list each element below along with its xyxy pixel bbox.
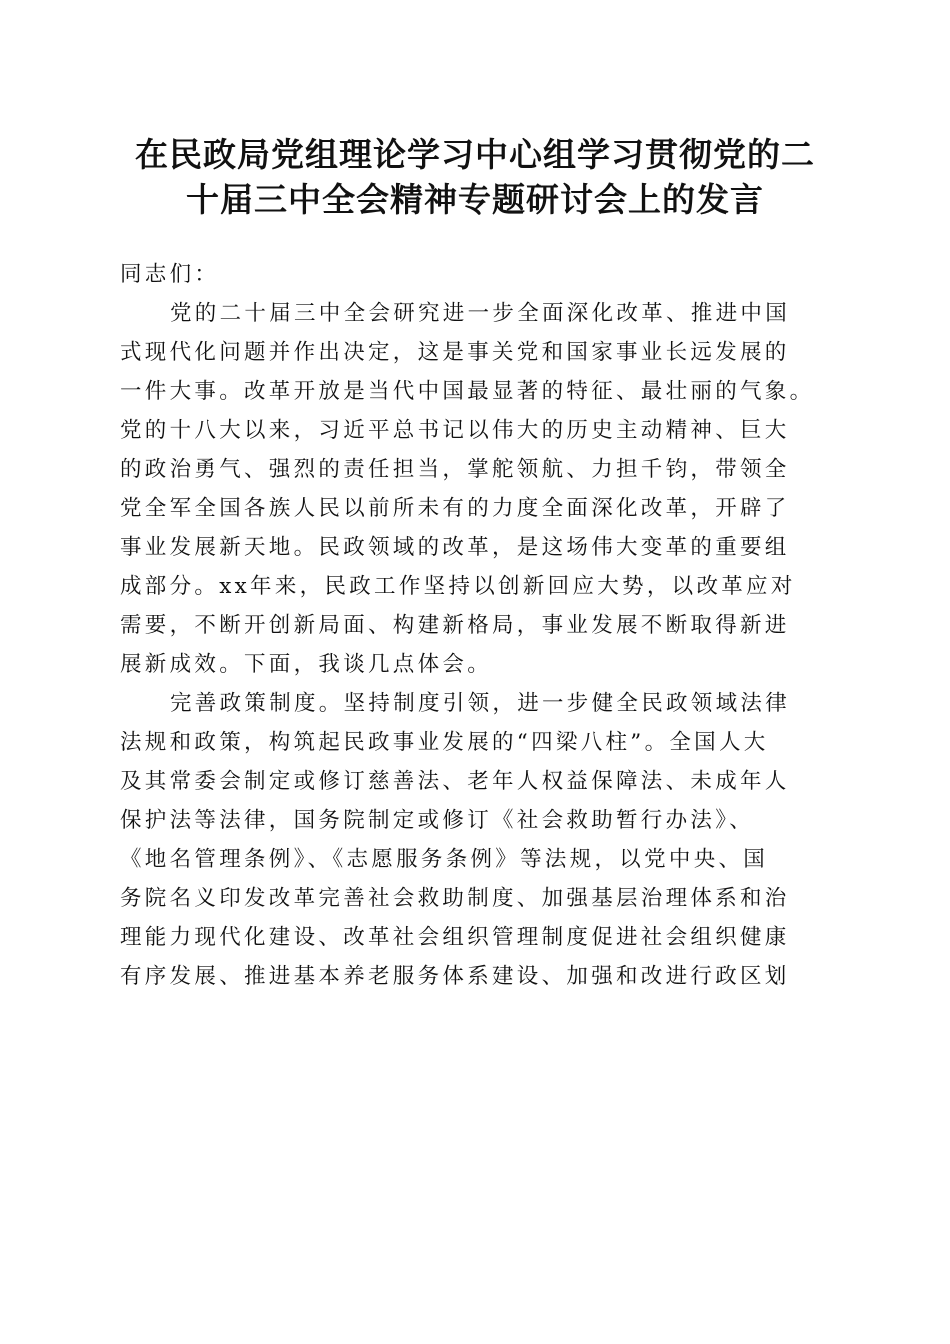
paragraph-intro [120,294,825,684]
paragraph-line: 党的二十届三中全会研究进一步全面深化改革、推进中国 [170,301,791,326]
paragraph-line: 及其常委会制定或修订慈善法、老年人权益保障法、未成年人 [120,769,790,794]
paragraph-line: 展新成效。下面，我谈几点体会。 [120,652,493,677]
paragraph-line: 的政治勇气、强烈的责任担当，掌舵领航、力担千钧，带领全 [120,457,790,482]
salutation: 同志们： [120,262,220,287]
paragraph-line: 党的十八大以来，习近平总书记以伟大的历史主动精神、巨大 [120,418,790,443]
paragraph-line: 成部分。xx年来，民政工作坚持以创新回应大势，以改革应对 [120,574,796,599]
paragraph-line: 理能力现代化建设、改革社会组织管理制度促进社会组织健康 [120,925,790,950]
paragraph-line: 式现代化问题并作出决定，这是事关党和国家事业长远发展的 [120,340,790,365]
title-line: 在民政局党组理论学习中心组学习贯彻党的二 [135,135,815,174]
document-body [120,255,825,996]
paragraph-line: 完善政策制度。坚持制度引领，进一步健全民政领域法律 [170,691,791,716]
paragraph-line: 党全军全国各族人民以前所未有的力度全面深化改革，开辟了 [120,496,790,521]
paragraph-line: 需要，不断开创新局面、构建新格局，事业发展不断取得新进 [120,613,790,638]
paragraph-line: 《地名管理条例》、《志愿服务条例》等法规，以党中央、国 [120,847,769,872]
document-title [90,132,860,222]
paragraph-policy [120,684,825,996]
paragraph-line: 有序发展、推进基本养老服务体系建设、加强和改进行政区划 [120,964,790,989]
paragraph-line: 法规和政策，构筑起民政事业发展的“四梁八柱”。全国人大 [120,730,769,755]
paragraph-line: 一件大事。改革开放是当代中国最显著的特征、最壮丽的气象。 [120,379,815,404]
paragraph-line: 事业发展新天地。民政领域的改革，是这场伟大变革的重要组 [120,535,790,560]
title-line: 十届三中全会精神专题研讨会上的发言 [186,180,764,219]
paragraph-line: 务院名义印发改革完善社会救助制度、加强基层治理体系和治 [120,886,790,911]
paragraph-line: 保护法等法律，国务院制定或修订《社会救助暂行办法》、 [120,808,755,833]
